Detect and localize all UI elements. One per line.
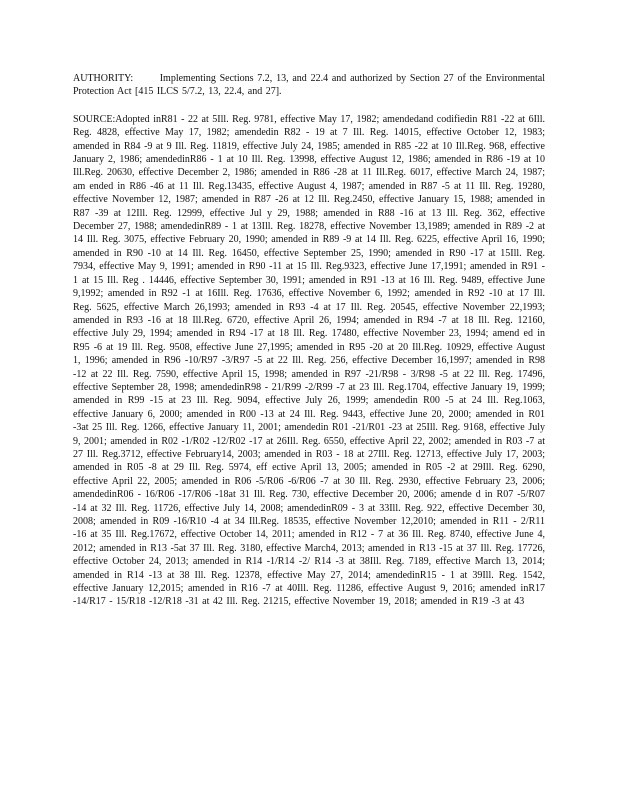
source-paragraph bbox=[73, 113, 545, 609]
authority-text: Implementing Sections 7.2, 13, and 22.4 and authorized by Section 27 of the Environmental Protection Act [415 ILCS 5/7.2, 13, 22.4, and 27]. bbox=[73, 73, 546, 98]
authority-label: AUTHORITY: bbox=[73, 73, 134, 84]
source-text: Adopted inR81 - 22 at 5Ill. Reg. 9781, effective May 17, 1982; amendedand codifiedin R81 -22 at 6Ill. Reg. 4828, effective May 17, 1982; amendedin R82 - 19 at 7 Ill. Reg. 14015, effective October 12, 1983; amended in R84 -9 at 9 Ill. Reg. 11819, effective July 24, 1985; amended in R85 -22 at 10 Ill.Reg. 968, effective January 2, 1986; amendedinR86 - 1 at 10 Ill. Reg. 13998, effective August 12, 1986; amended in R86 -19 at 10 Ill.Reg. 20630, effective December 2, 1986; amended in R86 -28 at 11 Ill.Reg. 6017, effective March 24, 1987; am ended in R86 -46 at 11 Ill. Reg.13435, effective August 4, 1987; amended in R87 -5 at 11 Ill. Reg. 19280, effective November 12, 1987; amended in R87 -26 at 12 Ill. Reg.2450, effective January 15, 1988; amended in R87 -39 at 12Ill. Reg. 12999, effective Jul y 29, 1988; amended in R88 -16 at 13 Ill. Reg. 362, effective December 27, 1988; amendedinR89 - 1 at 13Ill. Reg. 18278, effective November 13,1989; amended in R89 -2 at 14 Ill. Reg. 3075, effective February 20, 1990; amended in R89 -9 at 14 Ill. Reg. 6225, effective April 16, 1990; amended in R90 -10 at 14 Ill. Reg. 16450, effective September 25, 1990; amended in R90 -17 at 15Ill. Reg. 7934, effective May 9, 1991; amended in R90 -11 at 15 Ill. Reg.9323, effective June 17,1991; amended in R91 - 1 at 15 Ill. Reg . 14446, effective September 30, 1991; amended in R91 -13 at 16 Ill. Reg. 9489, effective June 9,1992; amended in R92 -1 at 16Ill. Reg. 17636, effective November 6, 1992; amended in R92 -10 at 17 Ill. Reg. 5625, effective March 26,1993; amended in R93 -4 at 17 Ill. Reg. 20545, effective November 22,1993; amended in R93 -16 at 18 Ill.Reg. 6720, effective April 26, 1994; amended in R94 -7 at 18 Ill. Reg. 12160, effective July 29, 1994; amended in R94 -17 at 18 Ill. Reg. 17480, effective November 23, 1994; amend ed in R95 -6 at 19 Ill. Reg. 9508, effective June 27,1995; amended in R95 -20 at 20 Ill.Reg. 10929, effective August 1, 1996; amended in R96 -10/R97 -3/R97 -5 at 22 Ill. Reg. 256, effective December 16,1997; amended in R98 -12 at 22 Ill. Reg. 7590, effective April 15, 1998; amended in R97 -21/R98 - 3/R98 -5 at 22 Ill. Reg. 17496, effective September 28, 1998; amendedinR98 - 21/R99 -2/R99 -7 at 23 Ill. Reg.1704, effective January 19, 1999; amended in R99 -15 at 23 Ill. Reg. 9094, effective July 26, 1999; amendedin R00 -5 at 24 Ill. Reg.1063, effective January 6, 2000; amended in R00 -13 at 24 Ill. Reg. 9443, effective June 20, 2000; amended in R01 -3at 25 Ill. Reg. 1266, effective January 11, 2001; amendedin R01 -21/R01 -23 at 25Ill. Reg. 9168, effective July 9, 2001; amended in R02 -1/R02 -12/R02 -17 at 26Ill. Reg. 6550, effective April 22, 2002; amended in R03 -7 at 27 Ill. Reg.3712, effective February14, 2003; amended in R03 - 18 at 27Ill. Reg. 12713, effective July 17, 2003; amended in R05 -8 at 29 Ill. Reg. 5974, eff ective April 13, 2005; amended in R05 -2 at 29Ill. Reg. 6290, effective April 22, 2005; amended in R06 -5/R06 -6/R06 -7 at 30 Ill. Reg. 2930, effective February 23, 2006; amendedinR06 - 16/R06 -17/R06 -18at 31 Ill. Reg. 730, effective December 20, 2006; amende d in R07 -5/R07 -14 at 32 Ill. Reg. 11726, effective July 14, 2008; amendedinR09 - 3 at 33Ill. Reg. 922, effective December 30, 2008; amended in R09 -16/R10 -4 at 34 Ill.Reg. 18535, effective November 12,2010; amended in R11 - 2/R11 -16 at 35 Ill. Reg.17672, effective October 14, 2011; amended in R12 - 7 at 36 Ill. Reg. 8740, effective June 4, 2012; amended in R13 -5at 37 Ill. Reg. 3180, effective March4, 2013; amended in R13 -15 at 37 Ill. Reg. 17726, effective October 24, 2013; amended in R14 -1/R14 -2/ R14 -3 at 38Ill. Reg. 7189, effective March 13, 2014; amended in R14 -13 at 38 Ill. Reg. 12378, effective May 27, 2014; amendedinR15 - 1 at 39Ill. Reg. 1542, effective January 12,2015; amended in R16 -7 at 40Ill. Reg. 11286, effective August 9, 2016; amended inR17 -14/R17 - 15/R18 -12/R18 -31 at 42 Ill. Reg. 21215, effective November 19, 2018; amended in R19 -3 at 43 bbox=[73, 113, 545, 608]
document-page bbox=[73, 72, 545, 609]
authority-paragraph bbox=[73, 72, 545, 99]
source-label: SOURCE: bbox=[73, 113, 116, 125]
